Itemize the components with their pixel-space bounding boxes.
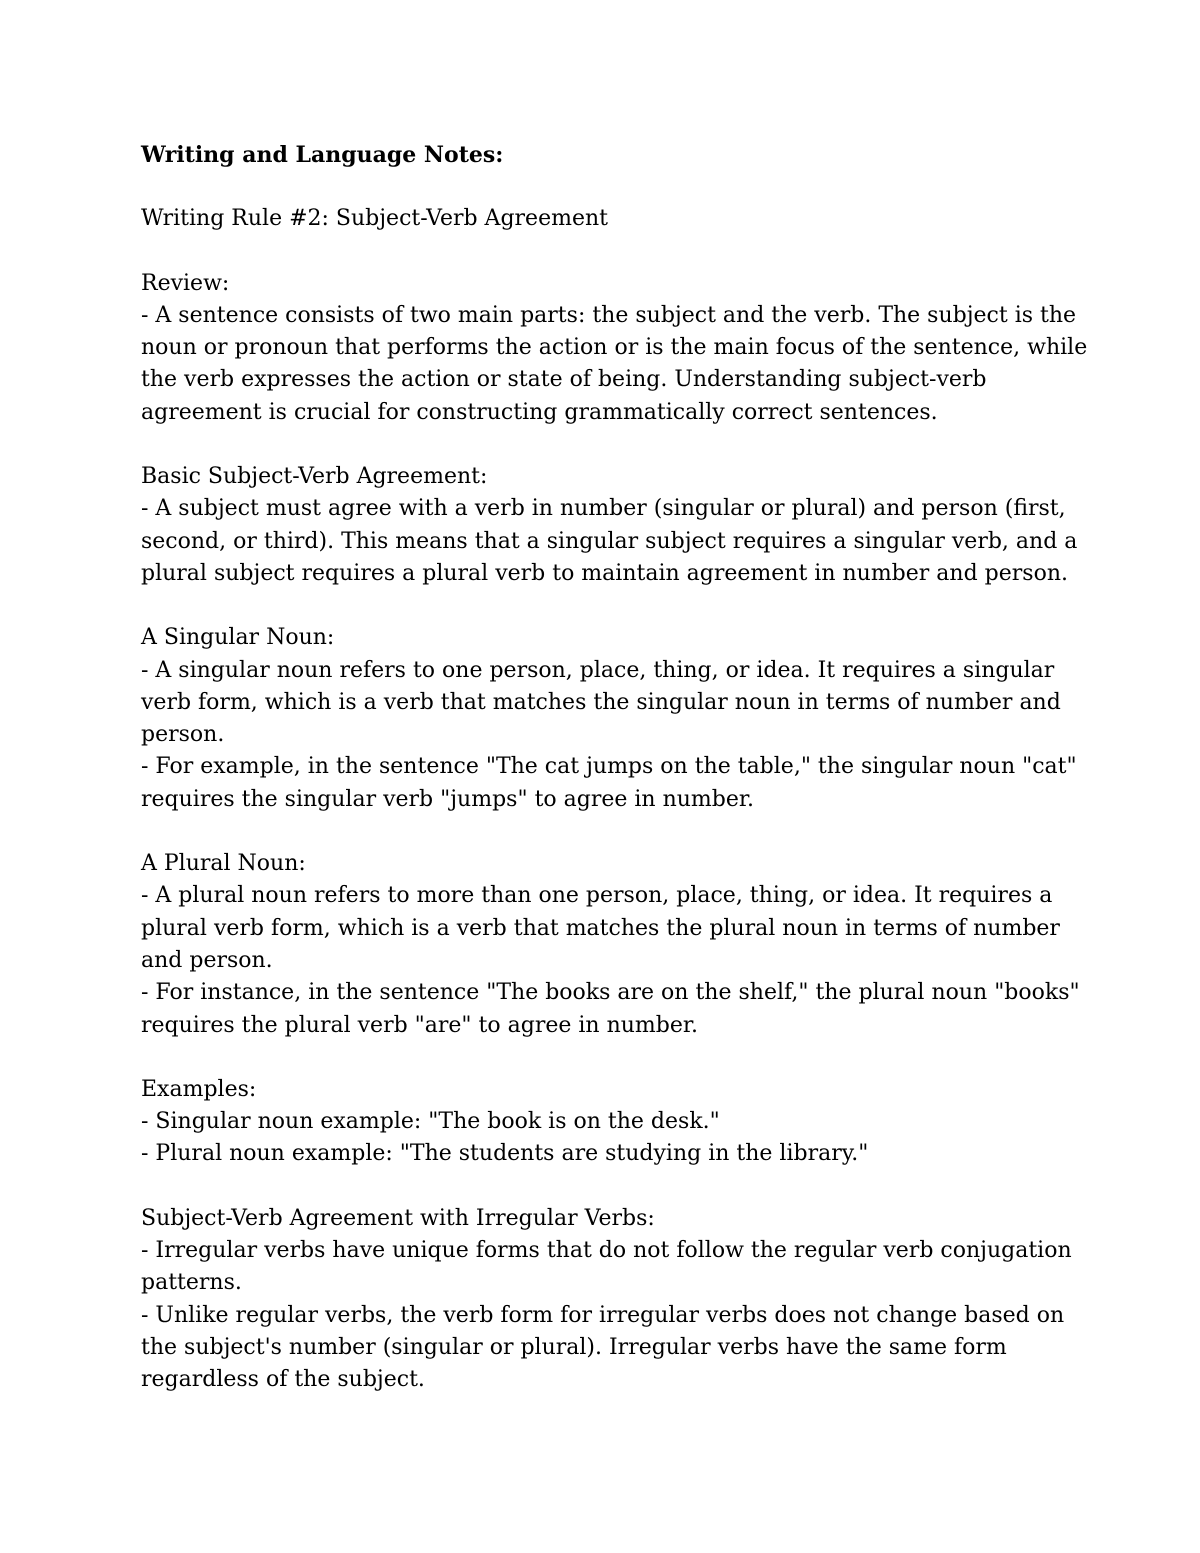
section-examples [141,1074,1071,1171]
paragraph-line: - A subject must agree with a verb in number (singular or plural) and person (first, [141,496,1066,522]
paragraph-line: second, or third). This means that a singular subject requires a singular verb, and a [141,528,1078,554]
document-title: Writing and Language Notes: [141,142,504,168]
paragraph-line: verb form, which is a verb that matches the singular noun in terms of number and [141,689,1061,715]
paragraph-line: the verb expresses the action or state of being. Understanding subject-verb [141,367,987,393]
paragraph-line: - A plural noun refers to more than one person, place, thing, or idea. It requires a [141,883,1053,909]
paragraph-line: patterns. [141,1270,242,1296]
paragraph-line: plural subject requires a plural verb to maintain agreement in number and person. [141,560,1068,586]
section-heading: Subject-Verb Agreement with Irregular Verbs: [141,1205,655,1231]
paragraph-line: - A singular noun refers to one person, place, thing, or idea. It requires a singular [141,657,1055,683]
section-basic-agreement [141,461,1078,590]
section-heading: A Singular Noun: [141,625,335,651]
paragraph-line: requires the singular verb "jumps" to agree in number. [141,786,754,812]
paragraph-line: - Plural noun example: "The students are studying in the library." [141,1141,869,1167]
section-heading: Examples: [141,1076,257,1102]
document-page [141,139,1088,1397]
paragraph-line: plural verb form, which is a verb that matches the plural noun in terms of number [141,915,1060,941]
paragraph-line: regardless of the subject. [141,1367,425,1393]
paragraph-line: the subject's number (singular or plural). Irregular verbs have the same form [141,1334,1007,1360]
paragraph-line: person. [141,722,225,748]
paragraph-line: - A sentence consists of two main parts: the subject and the verb. The subject is the [141,302,1077,328]
paragraph-line: - For example, in the sentence "The cat jumps on the table," the singular noun "cat" [141,754,1077,780]
paragraph-line: - For instance, in the sentence "The books are on the shelf," the plural noun "books" [141,980,1080,1006]
section-singular-noun [141,622,1077,816]
section-heading: A Plural Noun: [141,851,306,877]
paragraph-line: - Singular noun example: "The book is on the desk." [141,1109,720,1135]
section-heading: Basic Subject-Verb Agreement: [141,464,488,490]
rule-heading: Writing Rule #2: Subject-Verb Agreement [141,206,608,232]
paragraph-line: - Irregular verbs have unique forms that do not follow the regular verb conjugation [141,1238,1072,1264]
paragraph-line: noun or pronoun that performs the action or is the main focus of the sentence, while [141,335,1088,361]
section-plural-noun [141,848,1080,1042]
paragraph-line: requires the plural verb "are" to agree in number. [141,1012,698,1038]
paragraph-line: agreement is crucial for constructing grammatically correct sentences. [141,399,938,425]
section-irregular-verbs [141,1203,1071,1397]
section-review [141,268,1088,429]
paragraph-line: - Unlike regular verbs, the verb form for irregular verbs does not change based on [141,1302,1065,1328]
section-heading: Review: [141,270,230,296]
paragraph-line: and person. [141,947,273,973]
